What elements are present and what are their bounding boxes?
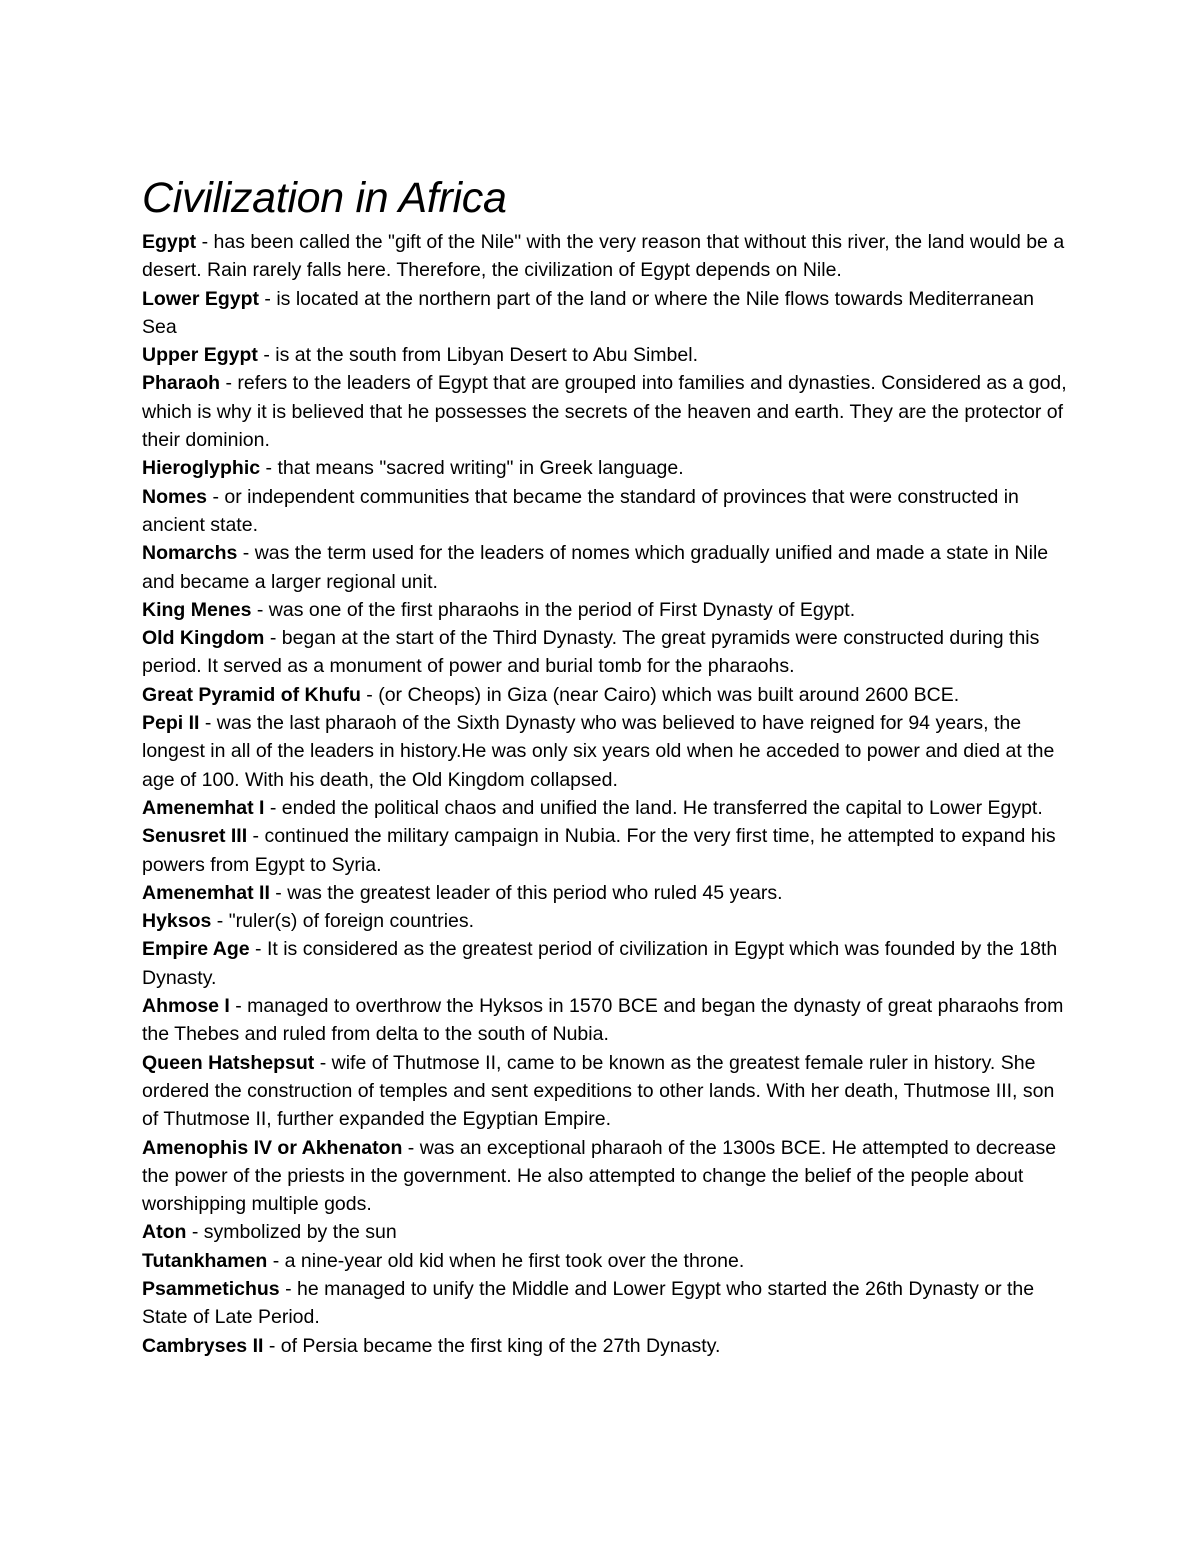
entry-definition: - was the term used for the leaders of nomes which gradually unified and made a state in Nile and became a larger regional unit.	[142, 542, 1049, 593]
glossary-entry	[142, 624, 1067, 681]
entry-definition: - he managed to unify the Middle and Lower Egypt who started the 26th Dynasty or the State of Late Period.	[142, 1277, 1035, 1329]
entry-definition: - began at the start of the Third Dynasty. The great pyramids were constructed during this period. It served as a monument of power and burial tomb for the pharaohs.	[142, 627, 1040, 678]
glossary-entry	[142, 454, 1067, 482]
entry-term: Pharaoh	[142, 372, 221, 395]
entry-term: Nomes	[142, 485, 208, 508]
glossary-entry	[142, 992, 1067, 1049]
document-title: Civilization in Africa	[142, 174, 507, 222]
entry-definition: - continued the military campaign in Nubia. For the very first time, he attempted to expand his powers from Egypt to Syria.	[142, 825, 1056, 876]
entry-definition: - or independent communities that became the standard of provinces that were constructed in ancient state.	[142, 485, 1019, 536]
glossary-entry	[142, 1332, 1067, 1360]
entry-definition: - refers to the leaders of Egypt that are grouped into families and dynasties. Considered as a god, which is why it is believed that he possesses the secrets of the heaven and earth. They are the protector of their dominion.	[142, 372, 1067, 452]
glossary-entry	[142, 228, 1067, 285]
glossary-entry	[142, 369, 1067, 454]
entry-term: Upper Egypt	[142, 344, 258, 367]
entry-term: Nomarchs	[142, 542, 238, 565]
glossary-entry	[142, 341, 1067, 369]
entry-definition: - has been called the "gift of the Nile" with the very reason that without this river, the land would be a desert. Rain rarely falls here. Therefore, the civilization of Egypt depends on Nile.	[142, 231, 1065, 282]
entry-definition: - a nine-year old kid when he first took over the throne.	[267, 1249, 745, 1272]
entry-term: Egypt	[142, 231, 197, 253]
entry-definition: - It is considered as the greatest period of civilization in Egypt which was founded by the 18th Dynasty.	[142, 938, 1058, 989]
entry-term: Queen Hatshepsut	[142, 1051, 315, 1074]
entry-definition: - managed to overthrow the Hyksos in 1570 BCE and began the dynasty of great pharaohs from the Thebes and ruled from delta to the south of Nubia.	[142, 995, 1064, 1046]
entry-term: Old Kingdom	[142, 627, 265, 650]
entry-term: Psammetichus	[142, 1277, 280, 1300]
entry-term: Lower Egypt	[142, 287, 260, 310]
glossary-entry	[142, 483, 1067, 540]
entry-term: Amenophis IV or Akhenaton	[142, 1136, 403, 1159]
entry-term: Tutankhamen	[142, 1249, 268, 1272]
entry-definition: - of Persia became the first king of the 27th Dynasty.	[263, 1334, 721, 1357]
entry-term: Ahmose I	[142, 995, 230, 1018]
glossary-entry	[142, 285, 1067, 342]
entry-definition: - was the last pharaoh of the Sixth Dynasty who was believed to have reigned for 94 years, the longest in all of the leaders in history.He was only six years old when he acceded to power and died at the age of 100. With his death, the Old Kingdom collapsed.	[142, 712, 1055, 791]
entry-definition: - "ruler(s) of foreign countries.	[211, 910, 475, 933]
glossary-entry	[142, 1134, 1067, 1219]
entry-definition: - symbolized by the sun	[186, 1221, 397, 1244]
entry-term: King Menes	[142, 598, 252, 621]
entry-term: Amenemhat I	[142, 796, 265, 819]
glossary-entry	[142, 1247, 1067, 1275]
glossary-entry	[142, 596, 1067, 624]
entry-definition: - (or Cheops) in Giza (near Cairo) which was built around 2600 BCE.	[360, 683, 960, 706]
entry-definition: - is located at the northern part of the land or where the Nile flows towards Mediterranean Sea	[142, 287, 1035, 338]
entry-term: Cambryses II	[142, 1334, 264, 1357]
glossary-entry	[142, 907, 1067, 935]
glossary-entry	[142, 539, 1067, 596]
glossary-entry	[142, 681, 1067, 709]
entry-definition: - was an exceptional pharaoh of the 1300s BCE. He attempted to decrease the power of the priests in the government. He also attempted to change the belief of the people about worshipping multiple gods.	[142, 1136, 1057, 1216]
entry-term: Aton	[142, 1221, 187, 1244]
glossary-entry	[142, 1275, 1067, 1332]
entry-term: Pepi II	[142, 712, 200, 735]
glossary-list	[142, 228, 1067, 1360]
entry-definition: - was one of the first pharaohs in the period of First Dynasty of Egypt.	[251, 598, 856, 621]
entry-definition: - that means "sacred writing" in Greek language.	[260, 457, 684, 480]
document-page	[142, 168, 1067, 1360]
entry-term: Great Pyramid of Khufu	[142, 683, 361, 706]
entry-term: Amenemhat II	[142, 881, 270, 904]
entry-term: Senusret III	[142, 825, 248, 848]
glossary-entry	[142, 879, 1067, 907]
entry-term: Hieroglyphic	[142, 457, 261, 480]
glossary-entry	[142, 1218, 1067, 1246]
glossary-entry	[142, 822, 1067, 879]
entry-term: Hyksos	[142, 910, 212, 933]
glossary-entry	[142, 1049, 1067, 1134]
entry-definition: - is at the south from Libyan Desert to Abu Simbel.	[257, 344, 698, 367]
glossary-entry	[142, 709, 1067, 794]
entry-definition: - was the greatest leader of this period who ruled 45 years.	[269, 881, 783, 904]
glossary-entry	[142, 794, 1067, 822]
glossary-entry	[142, 935, 1067, 992]
entry-definition: - ended the political chaos and unified the land. He transferred the capital to Lower Egypt.	[264, 796, 1043, 819]
entry-definition: - wife of Thutmose II, came to be known as the greatest female ruler in history. She ordered the construction of temples and sent expeditions to other lands. With her death, Thutmose III, son of Thutmose II, further expanded the Egyptian Empire.	[142, 1051, 1055, 1131]
entry-term: Empire Age	[142, 938, 250, 961]
